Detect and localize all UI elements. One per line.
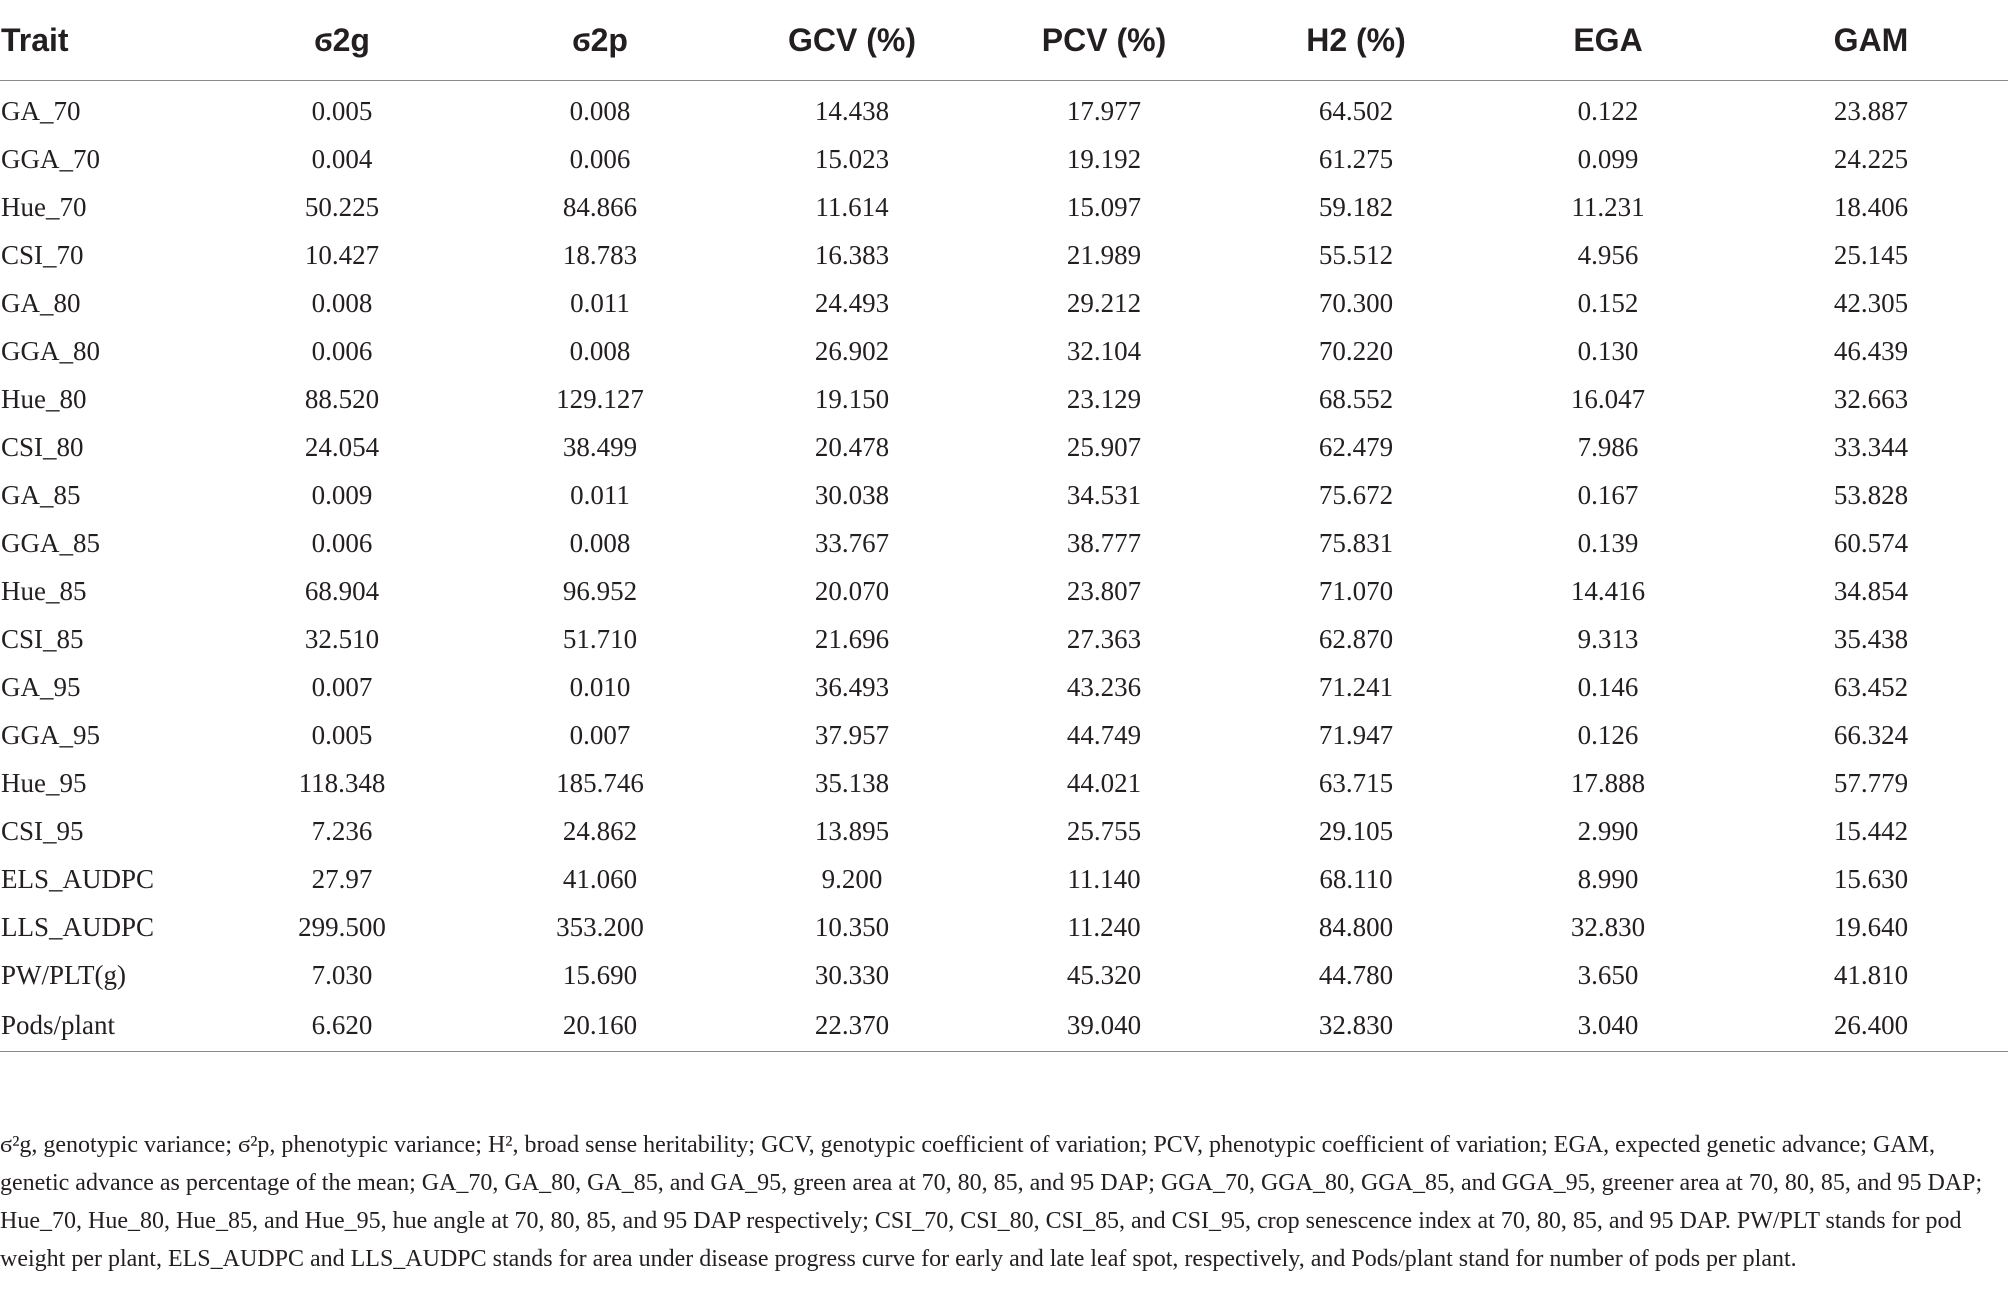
value-cell: 60.574 — [1833, 527, 1909, 558]
value-cell: 41.060 — [562, 863, 638, 894]
value-cell: 19.640 — [1833, 911, 1909, 942]
value-cell: 16.047 — [1570, 383, 1646, 414]
value-cell: 15.097 — [1066, 191, 1142, 222]
table-row — [0, 81, 2008, 136]
table-bottom-rule — [0, 1051, 2008, 1052]
value-cell: 0.007 — [311, 671, 373, 702]
value-cell: 0.152 — [1577, 287, 1639, 318]
table-row — [0, 519, 2008, 567]
value-cell: 24.862 — [562, 815, 638, 846]
value-cell: 71.947 — [1318, 719, 1394, 750]
value-cell: 23.807 — [1066, 575, 1142, 606]
value-cell: 32.663 — [1833, 383, 1909, 414]
value-cell: 75.672 — [1318, 479, 1394, 510]
value-cell: 20.160 — [562, 1009, 638, 1040]
table-header-row — [0, 0, 2008, 81]
value-cell: 20.478 — [814, 431, 890, 462]
value-cell: 34.854 — [1833, 575, 1909, 606]
value-cell: 0.006 — [569, 143, 631, 174]
value-cell: 29.105 — [1318, 815, 1394, 846]
value-cell: 84.866 — [562, 191, 638, 222]
value-cell: 23.887 — [1833, 95, 1909, 126]
table-row — [0, 471, 2008, 519]
value-cell: 66.324 — [1833, 719, 1909, 750]
value-cell: 0.008 — [311, 287, 373, 318]
table-row — [0, 999, 2008, 1051]
value-cell: 34.531 — [1066, 479, 1142, 510]
value-cell: 14.416 — [1570, 575, 1646, 606]
trait-name-cell: GA_70 — [1, 95, 81, 126]
value-cell: 57.779 — [1833, 767, 1909, 798]
table-row — [0, 711, 2008, 759]
value-cell: 3.040 — [1577, 1009, 1639, 1040]
value-cell: 0.008 — [569, 335, 631, 366]
value-cell: 68.110 — [1319, 863, 1393, 894]
value-cell: 27.97 — [311, 863, 373, 894]
trait-name-cell: CSI_80 — [1, 431, 84, 462]
value-cell: 75.831 — [1318, 527, 1394, 558]
value-cell: 25.755 — [1066, 815, 1142, 846]
value-cell: 7.986 — [1577, 431, 1639, 462]
value-cell: 30.038 — [814, 479, 890, 510]
trait-name-cell: Pods/plant — [1, 1009, 116, 1040]
value-cell: 22.370 — [814, 1009, 890, 1040]
value-cell: 185.746 — [556, 767, 644, 798]
value-cell: 33.767 — [814, 527, 890, 558]
trait-name-cell: Hue_70 — [1, 191, 87, 222]
table-row — [0, 135, 2008, 183]
value-cell: 9.200 — [821, 863, 883, 894]
table-row — [0, 231, 2008, 279]
value-cell: 0.005 — [311, 95, 373, 126]
trait-name-cell: GGA_85 — [1, 527, 100, 558]
value-cell: 19.150 — [814, 383, 890, 414]
trait-name-cell: CSI_70 — [1, 239, 84, 270]
value-cell: 38.777 — [1066, 527, 1142, 558]
value-cell: 63.452 — [1833, 671, 1909, 702]
value-cell: 0.130 — [1577, 335, 1639, 366]
value-cell: 15.023 — [814, 143, 890, 174]
value-cell: 118.348 — [298, 767, 386, 798]
table-row — [0, 855, 2008, 903]
value-cell: 32.104 — [1066, 335, 1142, 366]
value-cell: 4.956 — [1577, 239, 1639, 270]
table-row — [0, 951, 2008, 999]
trait-name-cell: GGA_95 — [1, 719, 100, 750]
table-row — [0, 183, 2008, 231]
value-cell: 0.011 — [570, 479, 630, 510]
value-cell: 32.510 — [304, 623, 380, 654]
value-cell: 35.138 — [814, 767, 890, 798]
value-cell: 71.070 — [1318, 575, 1394, 606]
value-cell: 11.231 — [1571, 191, 1645, 222]
value-cell: 6.620 — [311, 1009, 373, 1040]
value-cell: 38.499 — [562, 431, 638, 462]
value-cell: 30.330 — [814, 959, 890, 990]
table-row — [0, 663, 2008, 711]
table-row — [0, 423, 2008, 471]
value-cell: 62.870 — [1318, 623, 1394, 654]
trait-name-cell: Hue_85 — [1, 575, 87, 606]
value-cell: 26.400 — [1833, 1009, 1909, 1040]
value-cell: 44.021 — [1066, 767, 1142, 798]
value-cell: 0.146 — [1577, 671, 1639, 702]
trait-name-cell: GGA_70 — [1, 143, 100, 174]
value-cell: 37.957 — [814, 719, 890, 750]
value-cell: 29.212 — [1066, 287, 1142, 318]
value-cell: 53.828 — [1833, 479, 1909, 510]
value-cell: 19.192 — [1066, 143, 1142, 174]
value-cell: 70.300 — [1318, 287, 1394, 318]
value-cell: 24.054 — [304, 431, 380, 462]
value-cell: 84.800 — [1318, 911, 1394, 942]
table-row — [0, 807, 2008, 855]
value-cell: 10.427 — [304, 239, 380, 270]
header-genotypic-variance: ϭ2g — [210, 0, 474, 81]
value-cell: 0.008 — [569, 95, 631, 126]
value-cell: 32.830 — [1318, 1009, 1394, 1040]
table-row — [0, 327, 2008, 375]
header-gam: GAM — [1734, 0, 2008, 81]
value-cell: 0.099 — [1577, 143, 1639, 174]
table-body — [0, 81, 2008, 1052]
table-row — [0, 567, 2008, 615]
header-trait: Trait — [0, 0, 210, 81]
trait-name-cell: CSI_95 — [1, 815, 84, 846]
value-cell: 51.710 — [562, 623, 638, 654]
trait-name-cell: ELS_AUDPC — [1, 863, 155, 894]
header-ega: EGA — [1482, 0, 1734, 81]
value-cell: 11.140 — [1067, 863, 1141, 894]
value-cell: 15.690 — [562, 959, 638, 990]
header-gcv: GCV (%) — [726, 0, 978, 81]
value-cell: 15.630 — [1833, 863, 1909, 894]
table-footnote: ϭ²g, genotypic variance; ϭ²p, phenotypic variance; H², broad sense heritability; GCV, genotypic coefficient of variation; PCV, phenotypic coefficient of variation; EGA, expected genetic advance; GAM, genetic advance as percentage of the mean; GA_70, GA_80, GA_85, and GA_95, green area at 70, 80, 85, and 95 DAP; GGA_70, GGA_80, GGA_85, and GGA_95, greener area at 70, 80, 85, and 95 DAP; Hue_70, Hue_80, Hue_85, and Hue_95, hue angle at 70, 80, 85, and 95 DAP respectively; CSI_70, CSI_80, CSI_85, and CSI_95, crop senescence index at 70, 80, 85, and 95 DAP. PW/PLT stands for pod weight per plant, ELS_AUDPC and LLS_AUDPC stands for area under disease progress curve for early and late leaf spot, respectively, and Pods/plant stand for number of pods per plant. — [0, 1132, 1983, 1272]
value-cell: 0.005 — [311, 719, 373, 750]
table-row — [0, 759, 2008, 807]
value-cell: 24.493 — [814, 287, 890, 318]
value-cell: 0.126 — [1577, 719, 1639, 750]
value-cell: 16.383 — [814, 239, 890, 270]
value-cell: 14.438 — [814, 95, 890, 126]
value-cell: 61.275 — [1318, 143, 1394, 174]
trait-name-cell: GGA_80 — [1, 335, 100, 366]
trait-name-cell: GA_80 — [1, 287, 81, 318]
value-cell: 62.479 — [1318, 431, 1394, 462]
value-cell: 10.350 — [814, 911, 890, 942]
value-cell: 0.011 — [570, 287, 630, 318]
value-cell: 0.004 — [311, 143, 373, 174]
value-cell: 42.305 — [1833, 287, 1909, 318]
header-pcv: PCV (%) — [978, 0, 1230, 81]
value-cell: 3.650 — [1577, 959, 1639, 990]
trait-name-cell: LLS_AUDPC — [1, 911, 155, 942]
trait-name-cell: PW/PLT(g) — [1, 959, 127, 990]
value-cell: 68.904 — [304, 575, 380, 606]
value-cell: 21.989 — [1066, 239, 1142, 270]
value-cell: 0.167 — [1577, 479, 1639, 510]
value-cell: 59.182 — [1318, 191, 1394, 222]
value-cell: 63.715 — [1318, 767, 1394, 798]
value-cell: 15.442 — [1833, 815, 1909, 846]
trait-name-cell: Hue_95 — [1, 767, 87, 798]
value-cell: 35.438 — [1833, 623, 1909, 654]
value-cell: 23.129 — [1066, 383, 1142, 414]
value-cell: 0.009 — [311, 479, 373, 510]
value-cell: 0.008 — [569, 527, 631, 558]
value-cell: 27.363 — [1066, 623, 1142, 654]
value-cell: 21.696 — [814, 623, 890, 654]
value-cell: 55.512 — [1318, 239, 1394, 270]
value-cell: 0.122 — [1577, 95, 1639, 126]
value-cell: 7.030 — [311, 959, 373, 990]
trait-name-cell: GA_95 — [1, 671, 81, 702]
value-cell: 20.070 — [814, 575, 890, 606]
table-row — [0, 375, 2008, 423]
value-cell: 39.040 — [1066, 1009, 1142, 1040]
value-cell: 44.780 — [1318, 959, 1394, 990]
value-cell: 13.895 — [814, 815, 890, 846]
trait-name-cell: CSI_85 — [1, 623, 84, 654]
value-cell: 0.006 — [311, 527, 373, 558]
value-cell: 50.225 — [304, 191, 380, 222]
value-cell: 43.236 — [1066, 671, 1142, 702]
value-cell: 18.783 — [562, 239, 638, 270]
value-cell: 45.320 — [1066, 959, 1142, 990]
value-cell: 71.241 — [1318, 671, 1394, 702]
value-cell: 25.907 — [1066, 431, 1142, 462]
table-row — [0, 615, 2008, 663]
table-row — [0, 279, 2008, 327]
value-cell: 24.225 — [1833, 143, 1909, 174]
value-cell: 96.952 — [562, 575, 638, 606]
value-cell: 11.240 — [1067, 911, 1141, 942]
header-heritability: H2 (%) — [1230, 0, 1482, 81]
value-cell: 17.888 — [1570, 767, 1646, 798]
value-cell: 0.010 — [569, 671, 631, 702]
value-cell: 64.502 — [1318, 95, 1394, 126]
value-cell: 88.520 — [304, 383, 380, 414]
value-cell: 0.139 — [1577, 527, 1639, 558]
value-cell: 2.990 — [1577, 815, 1639, 846]
value-cell: 44.749 — [1066, 719, 1142, 750]
value-cell: 299.500 — [298, 911, 386, 942]
value-cell: 9.313 — [1577, 623, 1639, 654]
value-cell: 8.990 — [1577, 863, 1639, 894]
value-cell: 70.220 — [1318, 335, 1394, 366]
value-cell: 7.236 — [311, 815, 373, 846]
value-cell: 26.902 — [814, 335, 890, 366]
value-cell: 11.614 — [815, 191, 889, 222]
trait-name-cell: Hue_80 — [1, 383, 87, 414]
value-cell: 353.200 — [556, 911, 644, 942]
value-cell: 32.830 — [1570, 911, 1646, 942]
trait-name-cell: GA_85 — [1, 479, 81, 510]
table-row — [0, 903, 2008, 951]
value-cell: 68.552 — [1318, 383, 1394, 414]
value-cell: 18.406 — [1833, 191, 1909, 222]
value-cell: 129.127 — [556, 383, 644, 414]
value-cell: 41.810 — [1833, 959, 1909, 990]
value-cell: 17.977 — [1066, 95, 1142, 126]
value-cell: 25.145 — [1833, 239, 1909, 270]
value-cell: 46.439 — [1833, 335, 1909, 366]
header-phenotypic-variance: ϭ2p — [474, 0, 726, 81]
value-cell: 0.007 — [569, 719, 631, 750]
value-cell: 36.493 — [814, 671, 890, 702]
value-cell: 0.006 — [311, 335, 373, 366]
value-cell: 33.344 — [1833, 431, 1909, 462]
